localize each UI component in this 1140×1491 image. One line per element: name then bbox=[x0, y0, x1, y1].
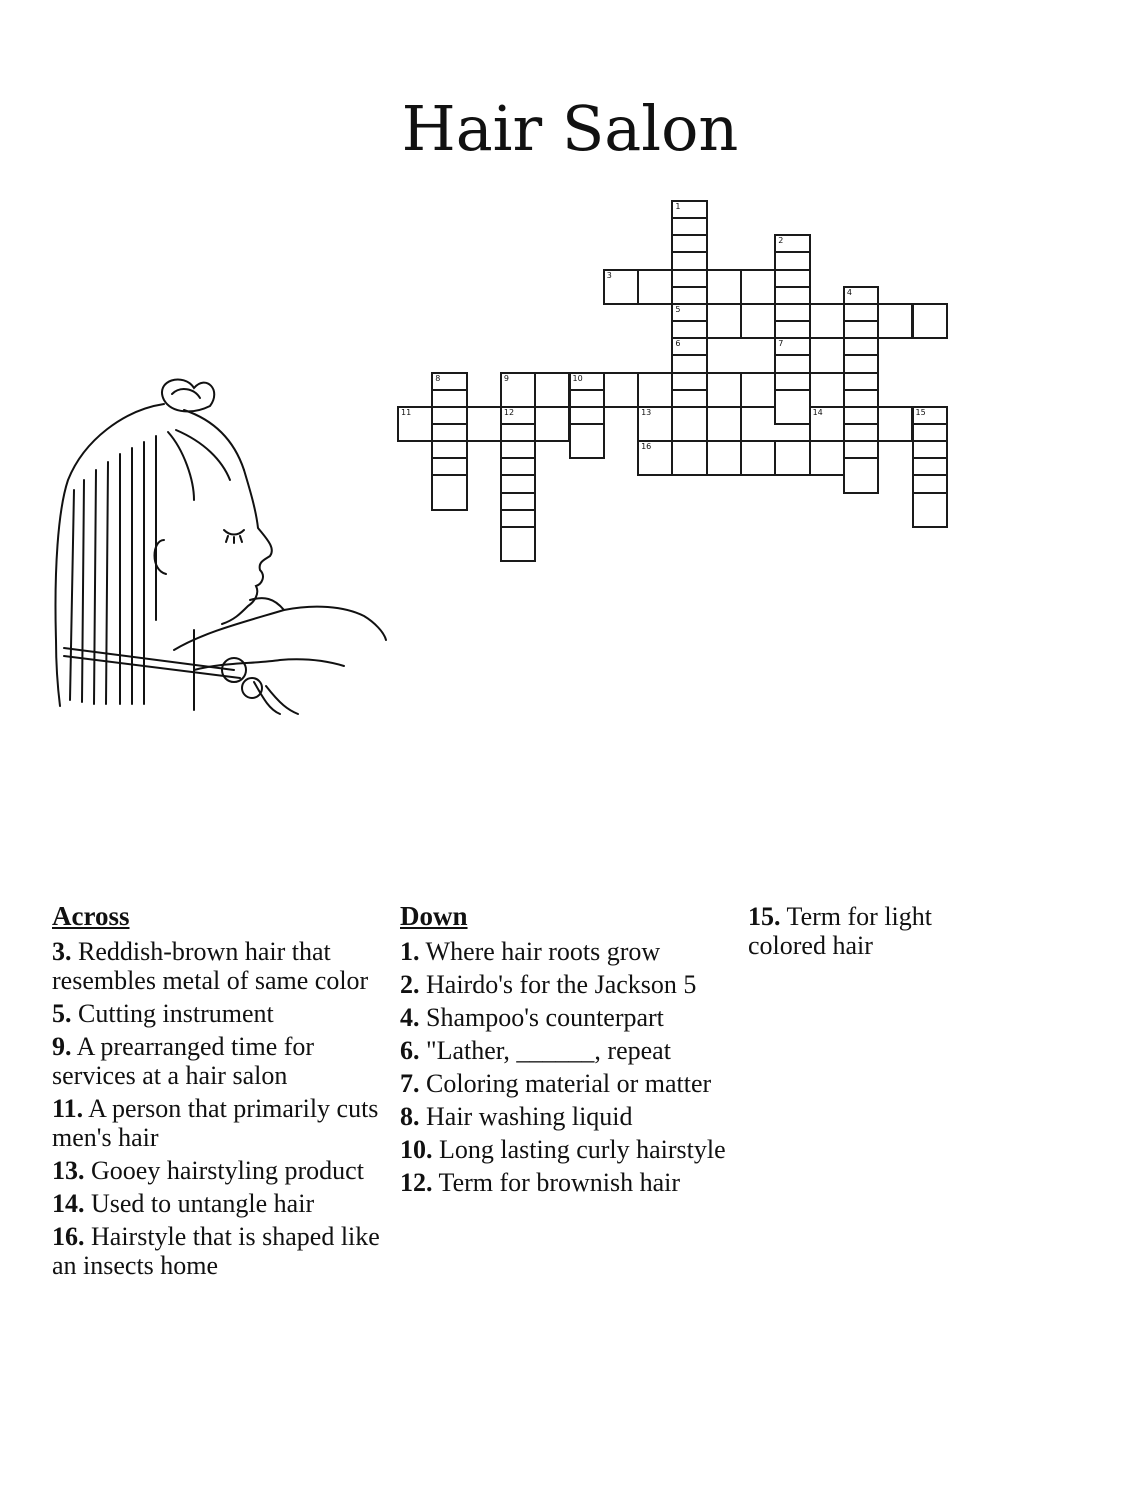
crossword-cell[interactable] bbox=[637, 440, 673, 476]
crossword-cell[interactable] bbox=[534, 372, 570, 408]
crossword-cell[interactable] bbox=[603, 269, 639, 305]
hair-salon-illustration bbox=[44, 370, 394, 720]
cell-number: 6 bbox=[675, 339, 681, 349]
crossword-cell[interactable] bbox=[843, 457, 879, 493]
clue-number: 10. bbox=[400, 1135, 433, 1164]
crossword-cell[interactable] bbox=[569, 423, 605, 459]
clue-text: Shampoo's counterpart bbox=[419, 1003, 664, 1032]
clue-number: 9. bbox=[52, 1032, 72, 1061]
across-clues bbox=[52, 902, 392, 1284]
clue-item bbox=[52, 1094, 392, 1152]
clue-number: 6. bbox=[400, 1036, 420, 1065]
crossword-cell[interactable] bbox=[706, 269, 742, 305]
clue-item bbox=[400, 1135, 730, 1164]
crossword-cell[interactable] bbox=[809, 372, 845, 408]
clue-text: Term for brownish hair bbox=[432, 1168, 681, 1197]
cell-number: 5 bbox=[675, 304, 681, 314]
clue-item bbox=[52, 999, 392, 1028]
cell-number: 16 bbox=[641, 442, 652, 452]
clue-item bbox=[52, 1156, 392, 1185]
crossword-cell[interactable] bbox=[431, 474, 467, 510]
clue-item bbox=[52, 1189, 392, 1218]
clue-text: Hairstyle that is shaped like an insects home bbox=[52, 1222, 380, 1280]
crossword-cell[interactable] bbox=[809, 440, 845, 476]
down-clues-continued bbox=[748, 902, 1008, 964]
clue-number: 8. bbox=[400, 1102, 420, 1131]
cell-number: 8 bbox=[435, 373, 441, 383]
crossword-cell[interactable] bbox=[637, 372, 673, 408]
clue-number: 4. bbox=[400, 1003, 420, 1032]
crossword-cell[interactable] bbox=[912, 492, 948, 528]
clue-number: 12. bbox=[400, 1168, 433, 1197]
crossword-cell[interactable] bbox=[534, 406, 570, 442]
crossword-cell[interactable] bbox=[774, 389, 810, 425]
crossword-cell[interactable] bbox=[809, 303, 845, 339]
crossword-cell[interactable] bbox=[500, 372, 536, 408]
clue-text: Where hair roots grow bbox=[419, 937, 661, 966]
clue-number: 15. bbox=[748, 902, 781, 931]
crossword-cell[interactable] bbox=[740, 269, 776, 305]
crossword-cell[interactable] bbox=[912, 303, 948, 339]
crossword-cell[interactable] bbox=[774, 440, 810, 476]
cell-number: 7 bbox=[778, 339, 784, 349]
crossword-cell[interactable] bbox=[740, 440, 776, 476]
clue-number: 2. bbox=[400, 970, 420, 999]
crossword-cell[interactable] bbox=[603, 372, 639, 408]
cell-number: 15 bbox=[915, 407, 926, 417]
cell-number: 10 bbox=[572, 373, 583, 383]
clue-text: Cutting instrument bbox=[71, 999, 274, 1028]
crossword-cell[interactable] bbox=[877, 303, 913, 339]
cell-number: 4 bbox=[846, 287, 852, 297]
clue-item bbox=[748, 902, 1008, 960]
down-clues bbox=[400, 902, 730, 1201]
clue-number: 14. bbox=[52, 1189, 85, 1218]
clue-text: Term for light colored hair bbox=[748, 902, 933, 960]
clue-number: 16. bbox=[52, 1222, 85, 1251]
clue-item bbox=[400, 937, 730, 966]
clue-number: 11. bbox=[52, 1094, 84, 1123]
crossword-cell[interactable] bbox=[397, 406, 433, 442]
clue-text: Reddish-brown hair that resembles metal of same color bbox=[52, 937, 369, 995]
crossword-cell[interactable] bbox=[637, 269, 673, 305]
crossword-cell[interactable] bbox=[466, 406, 502, 442]
clue-text: Coloring material or matter bbox=[419, 1069, 712, 1098]
crossword-cell[interactable] bbox=[500, 526, 536, 562]
clue-number: 5. bbox=[52, 999, 72, 1028]
clue-text: Hair washing liquid bbox=[419, 1102, 633, 1131]
cell-number: 14 bbox=[812, 407, 823, 417]
across-heading: Across bbox=[52, 901, 130, 931]
cell-number: 1 bbox=[675, 202, 681, 211]
crossword-cell[interactable] bbox=[740, 303, 776, 339]
clue-item bbox=[52, 1032, 392, 1090]
crossword-cell[interactable] bbox=[637, 406, 673, 442]
clue-number: 1. bbox=[400, 937, 420, 966]
cell-number: 2 bbox=[778, 236, 784, 246]
clue-item bbox=[52, 937, 392, 995]
crossword-cell[interactable] bbox=[877, 406, 913, 442]
clue-text: Gooey hairstyling product bbox=[84, 1156, 364, 1185]
crossword-cell[interactable] bbox=[671, 406, 707, 442]
crossword-cell[interactable] bbox=[740, 372, 776, 408]
crossword-cell[interactable] bbox=[706, 303, 742, 339]
clue-item bbox=[400, 1003, 730, 1032]
crossword-cell[interactable] bbox=[671, 440, 707, 476]
clue-text: Hairdo's for the Jackson 5 bbox=[419, 970, 697, 999]
clue-text: Long lasting curly hairstyle bbox=[432, 1135, 726, 1164]
clue-item bbox=[400, 1168, 730, 1197]
cell-number: 13 bbox=[641, 407, 652, 417]
down-heading: Down bbox=[400, 901, 468, 931]
clue-item bbox=[52, 1222, 392, 1280]
clue-item bbox=[400, 1036, 730, 1065]
cell-number: 9 bbox=[503, 373, 509, 383]
crossword-cell[interactable] bbox=[706, 406, 742, 442]
cell-number: 12 bbox=[503, 407, 515, 417]
crossword-cell[interactable] bbox=[809, 406, 845, 442]
cell-number: 11 bbox=[401, 407, 412, 417]
clue-text: A person that primarily cuts men's hair bbox=[52, 1094, 379, 1152]
clue-item bbox=[400, 970, 730, 999]
clue-item bbox=[400, 1102, 730, 1131]
clue-number: 7. bbox=[400, 1069, 420, 1098]
clue-number: 13. bbox=[52, 1156, 85, 1185]
page-title: Hair Salon bbox=[401, 92, 739, 165]
clue-text: "Lather, ______, repeat bbox=[419, 1036, 671, 1065]
clue-text: Used to untangle hair bbox=[84, 1189, 315, 1218]
crossword-cell[interactable] bbox=[706, 440, 742, 476]
clue-item bbox=[400, 1069, 730, 1098]
clue-text: A prearranged time for services at a hair salon bbox=[52, 1032, 315, 1090]
clue-number: 3. bbox=[52, 937, 72, 966]
crossword-cell[interactable] bbox=[706, 372, 742, 408]
cell-number: 3 bbox=[606, 270, 612, 280]
